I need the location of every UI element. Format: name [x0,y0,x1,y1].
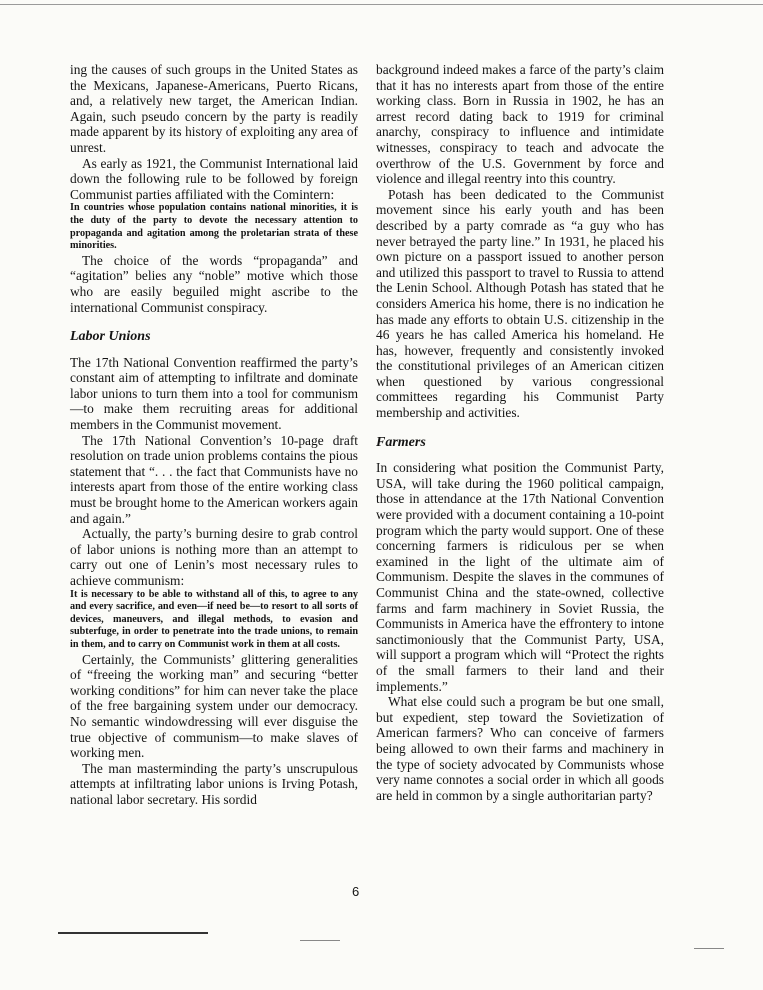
paragraph: The choice of the words “propaganda” and “agitation” belies any “noble” motive which those who are easily beguiled might ascribe to the international Communist conspiracy. [70,252,358,315]
paragraph: Potash has been dedicated to the Communist movement since his early youth and has been described by a party comrade as “a guy who has never betrayed the party line.” In 1931, he placed his own picture on a passport issued to another person and utilized this passport to travel to Russia to attend the Lenin School. Although Potash has stated that he considers America his home, there is no indication he has made any efforts to obtain U.S. citizenship in the 46 years he has called America his homeland. He has, however, frequently and consistently invoked the constitutional privileges of an American citizen when questioned by various congressional committees regarding his Communist Party membership and activities. [376,186,664,421]
scan-mark [694,948,724,949]
paragraph: In considering what position the Communist Party, USA, will take during the 1960 political campaign, those in attendance at the 17th National Convention were provided with a document containing a 10-point program which the party would support. One of these concerning farmers is ridiculous per se when examined in the light of the ultimate aim of Communism. Despite the slaves in the communes of Communist China and the state-owned, collective farms and farm machinery in Soviet Russia, the Communists in America have the effrontery to intone sanctimoniously that the Communist Party, USA, will support a program which will “Protect the rights of the small farmers to their land and their implements.” [376,460,664,694]
paragraph: The 17th National Convention’s 10-page draft resolution on trade union problems contains the pious statement that “. . . the fact that Communists have no interests apart from those of the entire working class must be brought home to the American workers again and again.” [70,432,358,526]
block-quote: It is necessary to be able to withstand all of this, to agree to any and every sacrifice, and even—if need be—to resort to all sorts of devices, maneuvers, and illegal methods, to evasion and subterfuge, in order to penetrate into the trade unions, to remain in them, and to carry on Communist work in them at all costs. [70,588,358,650]
paragraph: The man masterminding the party’s unscrupulous attempts at infiltrating labor unions is Irving Potash, national labor secretary. His sordid [70,760,358,807]
scan-edge-line [0,4,763,5]
left-column [70,62,358,808]
section-heading-farmers: Farmers [376,434,426,450]
paragraph: As early as 1921, the Communist International laid down the following rule to be followed by foreign Communist parties affiliated with the Comintern: [70,155,358,202]
page-number: 6 [352,884,360,899]
paragraph: What else could such a program be but one small, but expedient, step toward the Sovietization of American farmers? Who can conceive of farmers being allowed to own their farms and machinery in the type of society advocated by Communists whose very name connotes a social order in which all goods are held in common by a single authoritarian party? [376,694,664,803]
right-column [376,62,664,803]
scan-mark [300,940,340,941]
paragraph: ing the causes of such groups in the United States as the Mexicans, Japanese-Americans, Puerto Ricans, and, a relatively new target, the American Indian. Again, such pseudo concern by the party is readily made apparent by its history of exploiting any area of unrest. [70,62,358,155]
paragraph: Certainly, the Communists’ glittering generalities of “freeing the working man” and securing “better working conditions” for him can never take the place of the free bargaining system under our democracy. No semantic windowdressing will ever disguise the true objective of communism—to make slaves of working men. [70,651,358,761]
paragraph: Actually, the party’s burning desire to grab control of labor unions is nothing more than an attempt to carry out one of Lenin’s most necessary rules to achieve communism: [70,526,358,588]
paragraph: background indeed makes a farce of the party’s claim that it has no interests apart from those of the entire working class. Born in Russia in 1902, he has an arrest record dating back to 1919 for criminal anarchy, conspiracy to influence and intimidate witnesses, conspiracy to teach and advocate the overthrow of the U.S. Government by force and violence and illegal reentry into this country. [376,62,664,187]
section-heading-labor-unions: Labor Unions [70,329,151,345]
scan-mark [58,932,208,934]
block-quote: In countries whose population contains national minorities, it is the duty of the party to devote the necessary attention to propaganda and agitation among the proletarian strata of these minorities. [70,202,358,252]
paragraph: The 17th National Convention reaffirmed the party’s constant aim of attempting to infiltrate and dominate labor unions to turn them into a tool for communism—to make them recruiting areas for additional members in the Communist movement. [70,354,358,433]
